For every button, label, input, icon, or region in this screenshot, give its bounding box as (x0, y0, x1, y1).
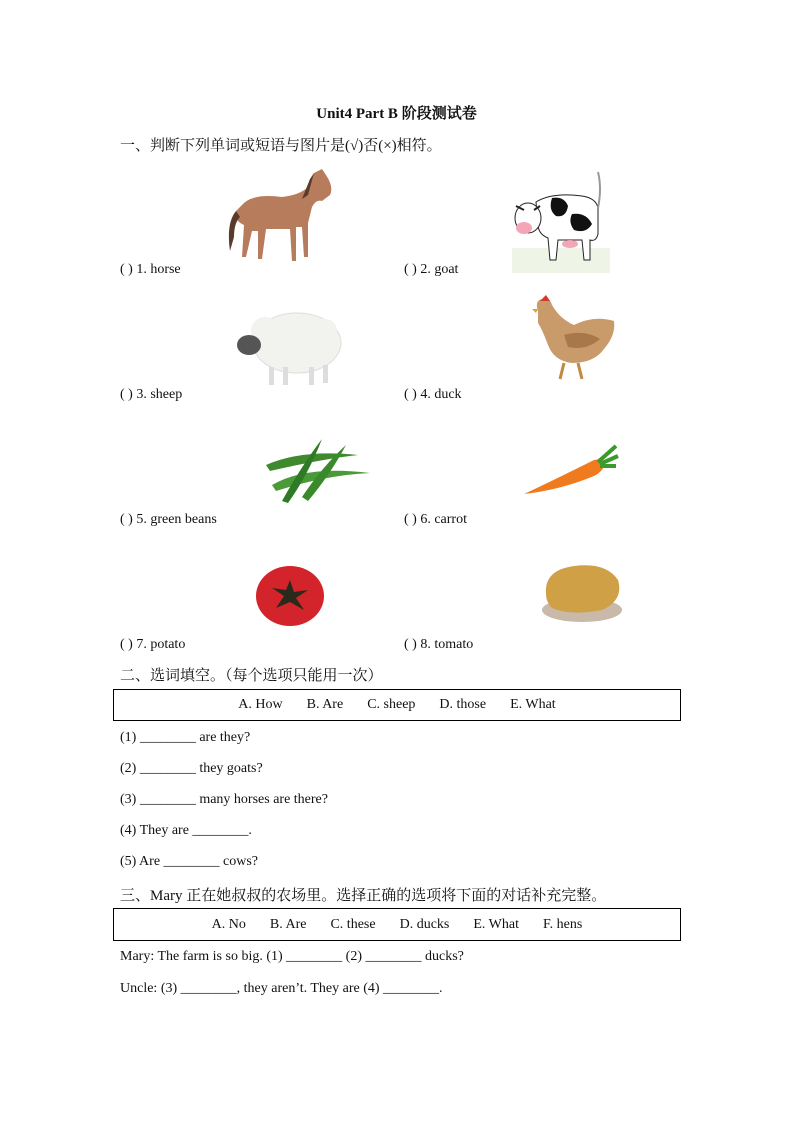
option-c: C. these (330, 916, 376, 932)
item-2-label: ( ) 2. goat (404, 262, 459, 277)
question-3: (3) ________ many horses are there? (120, 792, 328, 807)
question-2: (2) ________ they goats? (120, 761, 263, 776)
option-b: B. Are (269, 916, 307, 932)
item-8-label: ( ) 8. tomato (404, 637, 474, 652)
section3-options-box (113, 908, 681, 941)
item-3-label: ( ) 3. sheep (120, 387, 183, 402)
tomato-image (254, 562, 326, 628)
page-title: Unit4 Part B 阶段测试卷 (316, 106, 477, 122)
option-a: A. No (211, 916, 246, 932)
green-beans-image (262, 435, 377, 505)
option-b: B. Are (306, 697, 344, 712)
option-d: D. those (439, 697, 487, 712)
cow-image (512, 168, 610, 273)
horse-image (222, 165, 337, 270)
item-5-label: ( ) 5. green beans (120, 512, 217, 527)
hen-image (524, 295, 620, 385)
question-1: (1) ________ are they? (120, 730, 251, 745)
option-e: E. What (510, 697, 556, 712)
section2-options-box (113, 689, 681, 721)
option-a: A. How (238, 697, 283, 712)
item-4-label: ( ) 4. duck (404, 387, 462, 402)
option-c: C. sheep (367, 697, 416, 712)
item-1-label: ( ) 1. horse (120, 262, 181, 277)
question-5: (5) Are ________ cows? (120, 854, 259, 869)
section3-heading: 三、Mary 正在她叔叔的农场里。选择正确的选项将下面的对话补充完整。 (120, 888, 607, 904)
section2-heading: 二、选词填空。（每个选项只能用一次） (120, 668, 383, 684)
item-7-label: ( ) 7. potato (120, 637, 186, 652)
potato-image (540, 560, 624, 626)
option-d: D. ducks (399, 916, 450, 932)
question-4: (4) They are ________. (120, 823, 252, 838)
section1-heading: 一、判断下列单词或短语与图片是(√)否(×)相符。 (120, 138, 442, 154)
item-6-label: ( ) 6. carrot (404, 512, 467, 527)
carrot-image (520, 442, 620, 500)
dialogue-line-1: Mary: The farm is so big. (1) ________ (2) ________ ducks? (120, 949, 464, 964)
option-e: E. What (473, 916, 519, 932)
sheep-image (235, 305, 343, 387)
option-f: F. hens (542, 916, 583, 932)
dialogue-line-2: Uncle: (3) ________, they aren’t. They are (4) ________. (120, 981, 443, 996)
